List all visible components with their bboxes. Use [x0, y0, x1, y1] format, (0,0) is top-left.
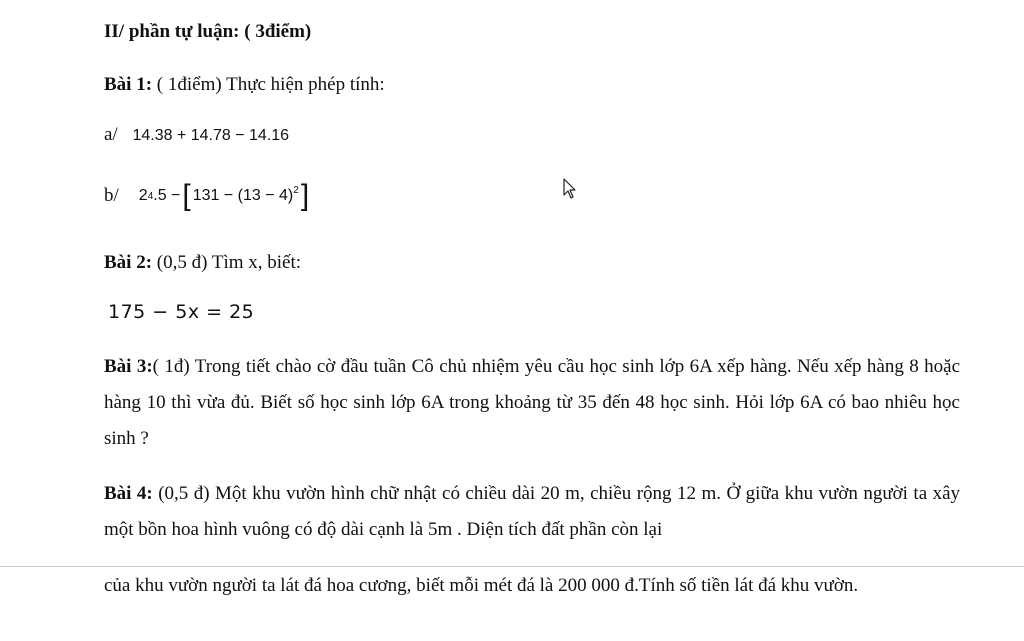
- bai1-label: Bài 1:: [104, 74, 153, 95]
- part-b-mid: .5 −: [153, 187, 181, 204]
- mouse-pointer-icon: [563, 178, 577, 200]
- part-a-expression: 14.38 + 14.78 − 14.16: [132, 127, 290, 144]
- bai3-text: ( 1đ) Trong tiết chào cờ đầu tuần Cô chủ nhiệm yêu cầu học sinh lớp 6A xếp hàng. Nếu xếp hàng 8 hoặc hàng 10 thì vừa đủ. Biết số học sinh lớp 6A trong khoảng từ 35 đến 48 học sinh. Hỏi lớp 6A có bao nhiêu học sinh ?: [104, 356, 960, 449]
- bai1-part-a: [104, 124, 289, 146]
- bai4-paragraph: [104, 476, 960, 548]
- bai4-text: (0,5 đ) Một khu vườn hình chữ nhật có chiều dài 20 m, chiều rộng 12 m. Ở giữa khu vườn người ta xây một bồn hoa hình vuông có độ dài cạnh là 5m . Diện tích đất phần còn lại: [104, 483, 961, 540]
- bai3-label: Bài 3:: [104, 356, 153, 377]
- part-b-inner: 131 − (13 − 4): [192, 187, 294, 204]
- bai3-paragraph: [104, 349, 960, 457]
- bai4-label: Bài 4:: [104, 483, 153, 504]
- left-bracket: [: [182, 179, 191, 212]
- bai2-text: (0,5 đ) Tìm x, biết:: [156, 252, 302, 273]
- part-b-base: 2: [138, 187, 148, 204]
- bai4-paragraph-continued: [104, 568, 960, 604]
- part-b-label: b/: [104, 185, 119, 206]
- part-b-inner-exponent: 2: [293, 184, 299, 196]
- part-a-label: a/: [104, 124, 118, 145]
- bai2-label: Bài 2:: [104, 252, 153, 273]
- bai2-equation: 175 − 5x = 25: [108, 301, 255, 323]
- right-bracket: ]: [300, 179, 310, 212]
- page-divider: [0, 566, 1024, 567]
- bai1-heading: [104, 74, 385, 96]
- part-b-exponent: 4: [147, 190, 154, 202]
- bai1-part-b: [104, 181, 309, 211]
- part-b-expression: [139, 181, 309, 211]
- section-title: II/ phần tự luận: ( 3điểm): [104, 21, 312, 42]
- bai4-text-continued: của khu vườn người ta lát đá hoa cương, biết mỗi mét đá là 200 000 đ.Tính số tiền lát đá khu vườn.: [104, 575, 859, 596]
- bai1-text: ( 1điểm) Thực hiện phép tính:: [156, 74, 385, 95]
- bai2-heading: [104, 252, 301, 274]
